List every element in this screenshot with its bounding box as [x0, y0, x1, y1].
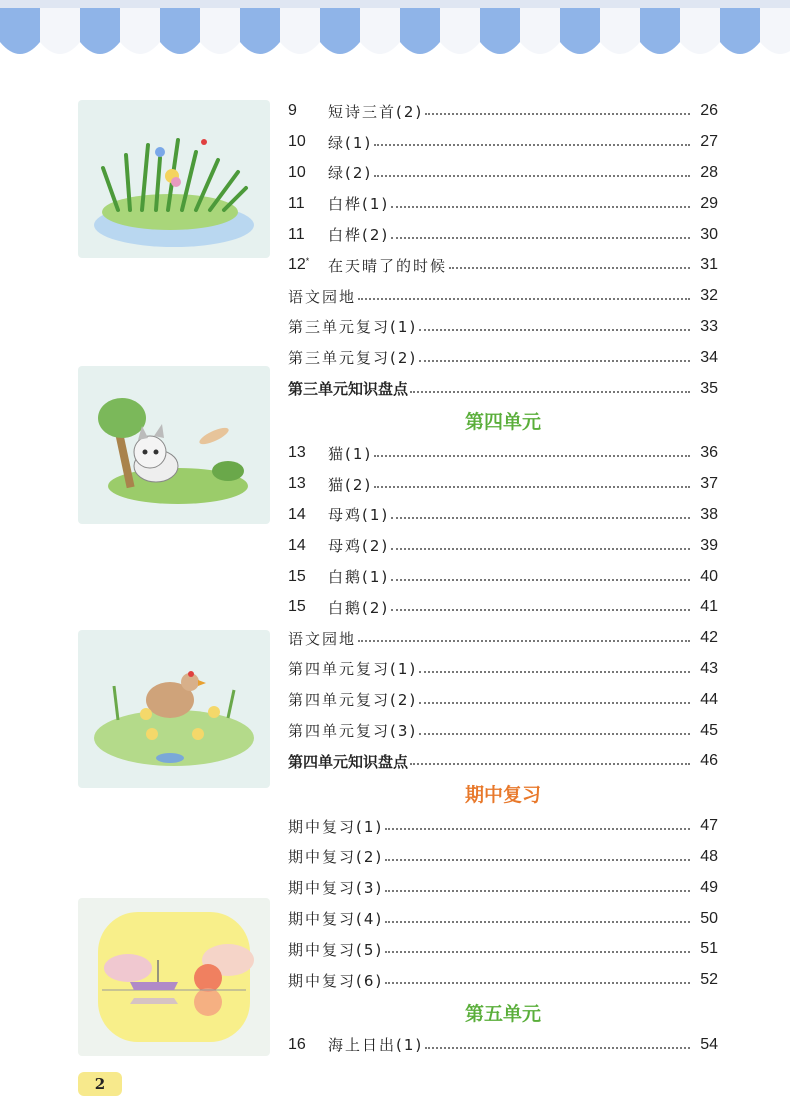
toc-entry[interactable]	[288, 96, 718, 127]
entry-title: 第四单元知识盘点	[288, 753, 409, 771]
lesson-number	[288, 598, 328, 616]
toc-entry[interactable]	[288, 746, 718, 777]
lesson-number-text: 16	[288, 1035, 306, 1053]
leader-dots	[410, 763, 690, 765]
cat-illustration	[78, 366, 270, 524]
table-of-contents	[288, 96, 718, 1060]
leader-dots	[449, 267, 690, 269]
entry-page-number: 38	[700, 505, 718, 523]
leader-dots	[419, 671, 690, 673]
entry-page-number: 36	[700, 444, 718, 462]
entry-page-number: 37	[700, 475, 718, 493]
awning-stripe	[280, 8, 320, 54]
leader-dots	[391, 206, 690, 208]
entry-page-number: 49	[700, 878, 718, 896]
entry-page-number: 31	[700, 256, 718, 274]
toc-entry[interactable]	[288, 715, 718, 746]
leader-dots	[385, 828, 690, 830]
entry-page-number: 27	[700, 133, 718, 151]
lesson-number-text: 9	[288, 102, 297, 120]
toc-entry[interactable]	[288, 158, 718, 189]
entry-title: 期中复习(3)	[288, 879, 384, 898]
entry-title: 白鹅(1)	[328, 568, 390, 587]
leader-dots	[385, 982, 690, 984]
entry-title: 绿(2)	[328, 164, 373, 183]
leader-dots	[374, 144, 690, 146]
entry-page-number: 39	[700, 536, 718, 554]
entry-page-number: 46	[700, 752, 718, 770]
entry-page-number: 28	[700, 163, 718, 181]
lesson-number	[288, 444, 328, 462]
entry-title: 在天晴了的时候	[328, 256, 448, 275]
toc-entry[interactable]	[288, 561, 718, 592]
entry-page-number: 42	[700, 629, 718, 647]
toc-entry[interactable]	[288, 373, 718, 404]
entry-title: 第三单元复习(1)	[288, 318, 418, 337]
entry-page-number: 30	[700, 225, 718, 243]
cat-illustration-icon	[78, 366, 270, 524]
awning-stripe	[640, 8, 680, 54]
leader-dots	[419, 733, 690, 735]
awning-stripe	[760, 8, 790, 54]
entry-title: 期中复习(5)	[288, 940, 384, 959]
awning-stripe	[400, 8, 440, 54]
entry-title: 语文园地	[288, 287, 357, 306]
leader-dots	[391, 579, 690, 581]
toc-entry[interactable]	[288, 312, 718, 343]
toc-entry[interactable]	[288, 1030, 718, 1061]
toc-entry[interactable]	[288, 127, 718, 158]
toc-entry[interactable]	[288, 654, 718, 685]
leader-dots	[419, 702, 690, 704]
lesson-number-text: 14	[288, 536, 306, 554]
lesson-number-text: 10	[288, 163, 306, 181]
entry-title: 第三单元复习(2)	[288, 349, 418, 368]
entry-title: 短诗三首(2)	[328, 102, 424, 121]
sea-sunrise-illustration	[78, 898, 270, 1056]
entry-page-number: 51	[700, 940, 718, 958]
page-number: 2	[78, 1072, 122, 1096]
awning-stripe	[0, 8, 40, 54]
entry-title: 第四单元复习(3)	[288, 722, 418, 741]
leader-dots	[425, 1047, 690, 1049]
entry-page-number: 33	[700, 317, 718, 335]
entry-page-number: 40	[700, 567, 718, 585]
awning-stripe	[80, 8, 120, 54]
awning-stripe	[160, 8, 200, 54]
awning-stripe	[40, 8, 80, 54]
toc-entry[interactable]	[288, 872, 718, 903]
entry-title: 母鸡(1)	[328, 506, 390, 525]
lesson-number-text: 13	[288, 475, 306, 493]
lesson-number-text: 14	[288, 505, 306, 523]
entry-title: 绿(1)	[328, 133, 373, 152]
leader-dots	[410, 391, 690, 393]
lesson-number-text: 13	[288, 444, 306, 462]
lesson-number	[288, 195, 328, 213]
entry-page-number: 34	[700, 348, 718, 366]
toc-entry[interactable]	[288, 903, 718, 934]
awning-stripe	[240, 8, 280, 54]
entry-title: 白桦(2)	[328, 226, 390, 245]
toc-entry[interactable]	[288, 934, 718, 965]
entry-title: 母鸡(2)	[328, 537, 390, 556]
leader-dots	[374, 455, 690, 457]
entry-title: 猫(1)	[328, 444, 373, 463]
entry-title: 期中复习(1)	[288, 817, 384, 836]
leader-dots	[391, 609, 690, 611]
leader-dots	[419, 360, 690, 362]
toc-entry[interactable]	[288, 188, 718, 219]
lesson-number-text: 11	[288, 225, 305, 243]
entry-page-number: 43	[700, 659, 718, 677]
awning-stripe	[480, 8, 520, 54]
lesson-number	[288, 475, 328, 493]
entry-page-number: 41	[700, 598, 718, 616]
entry-page-number: 26	[700, 102, 718, 120]
toc-entry[interactable]	[288, 500, 718, 531]
entry-page-number: 32	[700, 287, 718, 305]
lesson-number	[288, 537, 328, 555]
lesson-number-text: 11	[288, 194, 305, 212]
leader-dots	[358, 298, 690, 300]
entry-title: 白桦(1)	[328, 195, 390, 214]
awning-stripe	[120, 8, 160, 54]
leader-dots	[374, 486, 690, 488]
entry-page-number: 45	[700, 721, 718, 739]
awning-stripe	[520, 8, 560, 54]
leader-dots	[385, 890, 690, 892]
leader-dots	[391, 517, 690, 519]
entry-page-number: 52	[700, 971, 718, 989]
toc-entry[interactable]	[288, 623, 718, 654]
lesson-number	[288, 226, 328, 244]
leader-dots	[391, 548, 690, 550]
entry-title: 期中复习(4)	[288, 910, 384, 929]
entry-title: 期中复习(2)	[288, 848, 384, 867]
lesson-number	[288, 506, 328, 524]
lesson-number-text: 12	[288, 256, 306, 274]
entry-page-number: 48	[700, 847, 718, 865]
toc-entry[interactable]	[288, 965, 718, 996]
toc-entry[interactable]	[288, 438, 718, 469]
hen-chicks-illustration	[78, 630, 270, 788]
section-heading: 第五单元	[464, 1004, 541, 1026]
awning-stripe	[200, 8, 240, 54]
entry-page-number: 47	[700, 817, 718, 835]
leader-dots	[374, 175, 690, 177]
entry-title: 海上日出(1)	[328, 1036, 424, 1055]
toc-entry[interactable]	[288, 342, 718, 373]
entry-page-number: 50	[700, 909, 718, 927]
leader-dots	[385, 859, 690, 861]
entry-title: 第三单元知识盘点	[288, 381, 409, 399]
toc-entry[interactable]	[288, 219, 718, 250]
awning-stripe	[560, 8, 600, 54]
lesson-number	[288, 256, 328, 274]
grass-pond-icon	[78, 100, 270, 258]
lesson-number-text: 10	[288, 133, 306, 151]
awning-stripe	[320, 8, 360, 54]
lesson-number-text: 15	[288, 567, 306, 585]
hen-chicks-illustration-icon	[78, 630, 270, 788]
optional-marker: *	[305, 256, 310, 267]
entry-page-number: 54	[700, 1035, 718, 1053]
grass-pond-illustration	[78, 100, 270, 258]
toc-entry[interactable]	[288, 281, 718, 312]
leader-dots	[419, 329, 690, 331]
awning-stripe	[720, 8, 760, 54]
lesson-number	[288, 133, 328, 151]
entry-page-number: 29	[700, 194, 718, 212]
lesson-number	[288, 102, 328, 120]
entry-page-number: 44	[700, 690, 718, 708]
section-heading: 期中复习	[464, 785, 541, 807]
entry-title: 期中复习(6)	[288, 971, 384, 990]
entry-title: 语文园地	[288, 629, 357, 648]
awning-stripe	[600, 8, 640, 54]
toc-entry[interactable]	[288, 469, 718, 500]
section-heading: 第四单元	[464, 412, 541, 434]
toc-entry[interactable]	[288, 530, 718, 561]
toc-entry[interactable]	[288, 592, 718, 623]
entry-title: 第四单元复习(2)	[288, 691, 418, 710]
toc-entry[interactable]	[288, 250, 718, 281]
toc-entry[interactable]	[288, 811, 718, 842]
awning-stripe	[360, 8, 400, 54]
lesson-number	[288, 568, 328, 586]
leader-dots	[385, 951, 690, 953]
awning-decoration	[0, 0, 790, 90]
sea-sunrise-illustration-icon	[78, 898, 270, 1056]
entry-page-number: 35	[700, 379, 718, 397]
entry-title: 第四单元复习(1)	[288, 660, 418, 679]
leader-dots	[358, 640, 690, 642]
awning-stripe	[680, 8, 720, 54]
awning-stripe	[440, 8, 480, 54]
leader-dots	[391, 237, 690, 239]
entry-title: 白鹅(2)	[328, 598, 390, 617]
toc-entry[interactable]	[288, 842, 718, 873]
lesson-number	[288, 1036, 328, 1054]
entry-title: 猫(2)	[328, 475, 373, 494]
lesson-number-text: 15	[288, 598, 306, 616]
lesson-number	[288, 164, 328, 182]
leader-dots	[425, 113, 690, 115]
leader-dots	[385, 921, 690, 923]
toc-entry[interactable]	[288, 684, 718, 715]
